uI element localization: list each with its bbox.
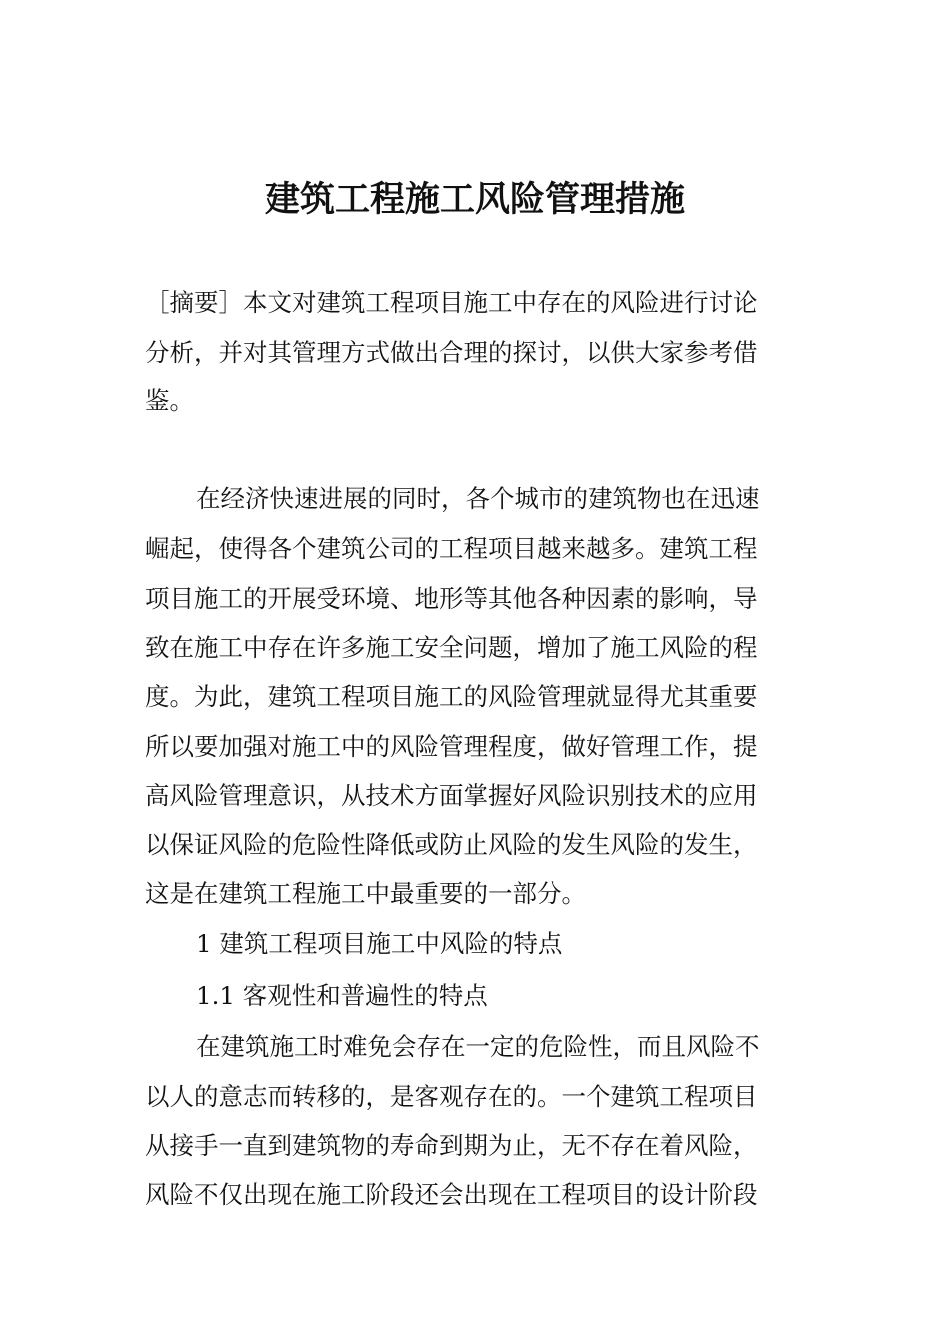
body-paragraph-line: 高风险管理意识，从技术方面掌握好风险识别技术的应用 (145, 781, 758, 810)
document-title: 建筑工程施工风险管理措施 (264, 179, 685, 220)
body-paragraph-line: 风险不仅出现在施工阶段还会出现在工程项目的设计阶段 (145, 1180, 758, 1209)
abstract-line: 鉴。 (145, 386, 194, 415)
subsection-heading: 1.1 客观性和普遍性的特点 (196, 981, 488, 1010)
body-paragraph-line: 致在施工中存在许多施工安全问题，增加了施工风险的程 (145, 633, 758, 662)
body-paragraph-line: 从接手一直到建筑物的寿命到期为止，无不存在着风险， (145, 1131, 758, 1160)
body-paragraph-line: 以保证风险的危险性降低或防止风险的发生风险的发生， (145, 830, 758, 859)
abstract-line: ［摘要］本文对建筑工程项目施工中存在的风险进行讨论 (145, 288, 758, 317)
body-paragraph-line: 所以要加强对施工中的风险管理程度，做好管理工作，提 (145, 732, 758, 761)
body-paragraph-line: 崛起，使得各个建筑公司的工程项目越来越多。建筑工程 (145, 534, 758, 563)
body-paragraph-line: 项目施工的开展受环境、地形等其他各种因素的影响，导 (145, 584, 758, 613)
body-paragraph-line: 在经济快速进展的同时，各个城市的建筑物也在迅速 (196, 484, 760, 513)
body-paragraph-line: 在建筑施工时难免会存在一定的危险性，而且风险不 (196, 1032, 760, 1061)
body-paragraph-line: 度。为此，建筑工程项目施工的风险管理就显得尤其重要 (145, 682, 758, 711)
body-paragraph-line: 这是在建筑工程施工中最重要的一部分。 (145, 879, 586, 908)
section-heading: 1 建筑工程项目施工中风险的特点 (196, 929, 563, 958)
abstract-line: 分析，并对其管理方式做出合理的探讨，以供大家参考借 (145, 338, 758, 367)
body-paragraph-line: 以人的意志而转移的，是客观存在的。一个建筑工程项目 (145, 1082, 758, 1111)
